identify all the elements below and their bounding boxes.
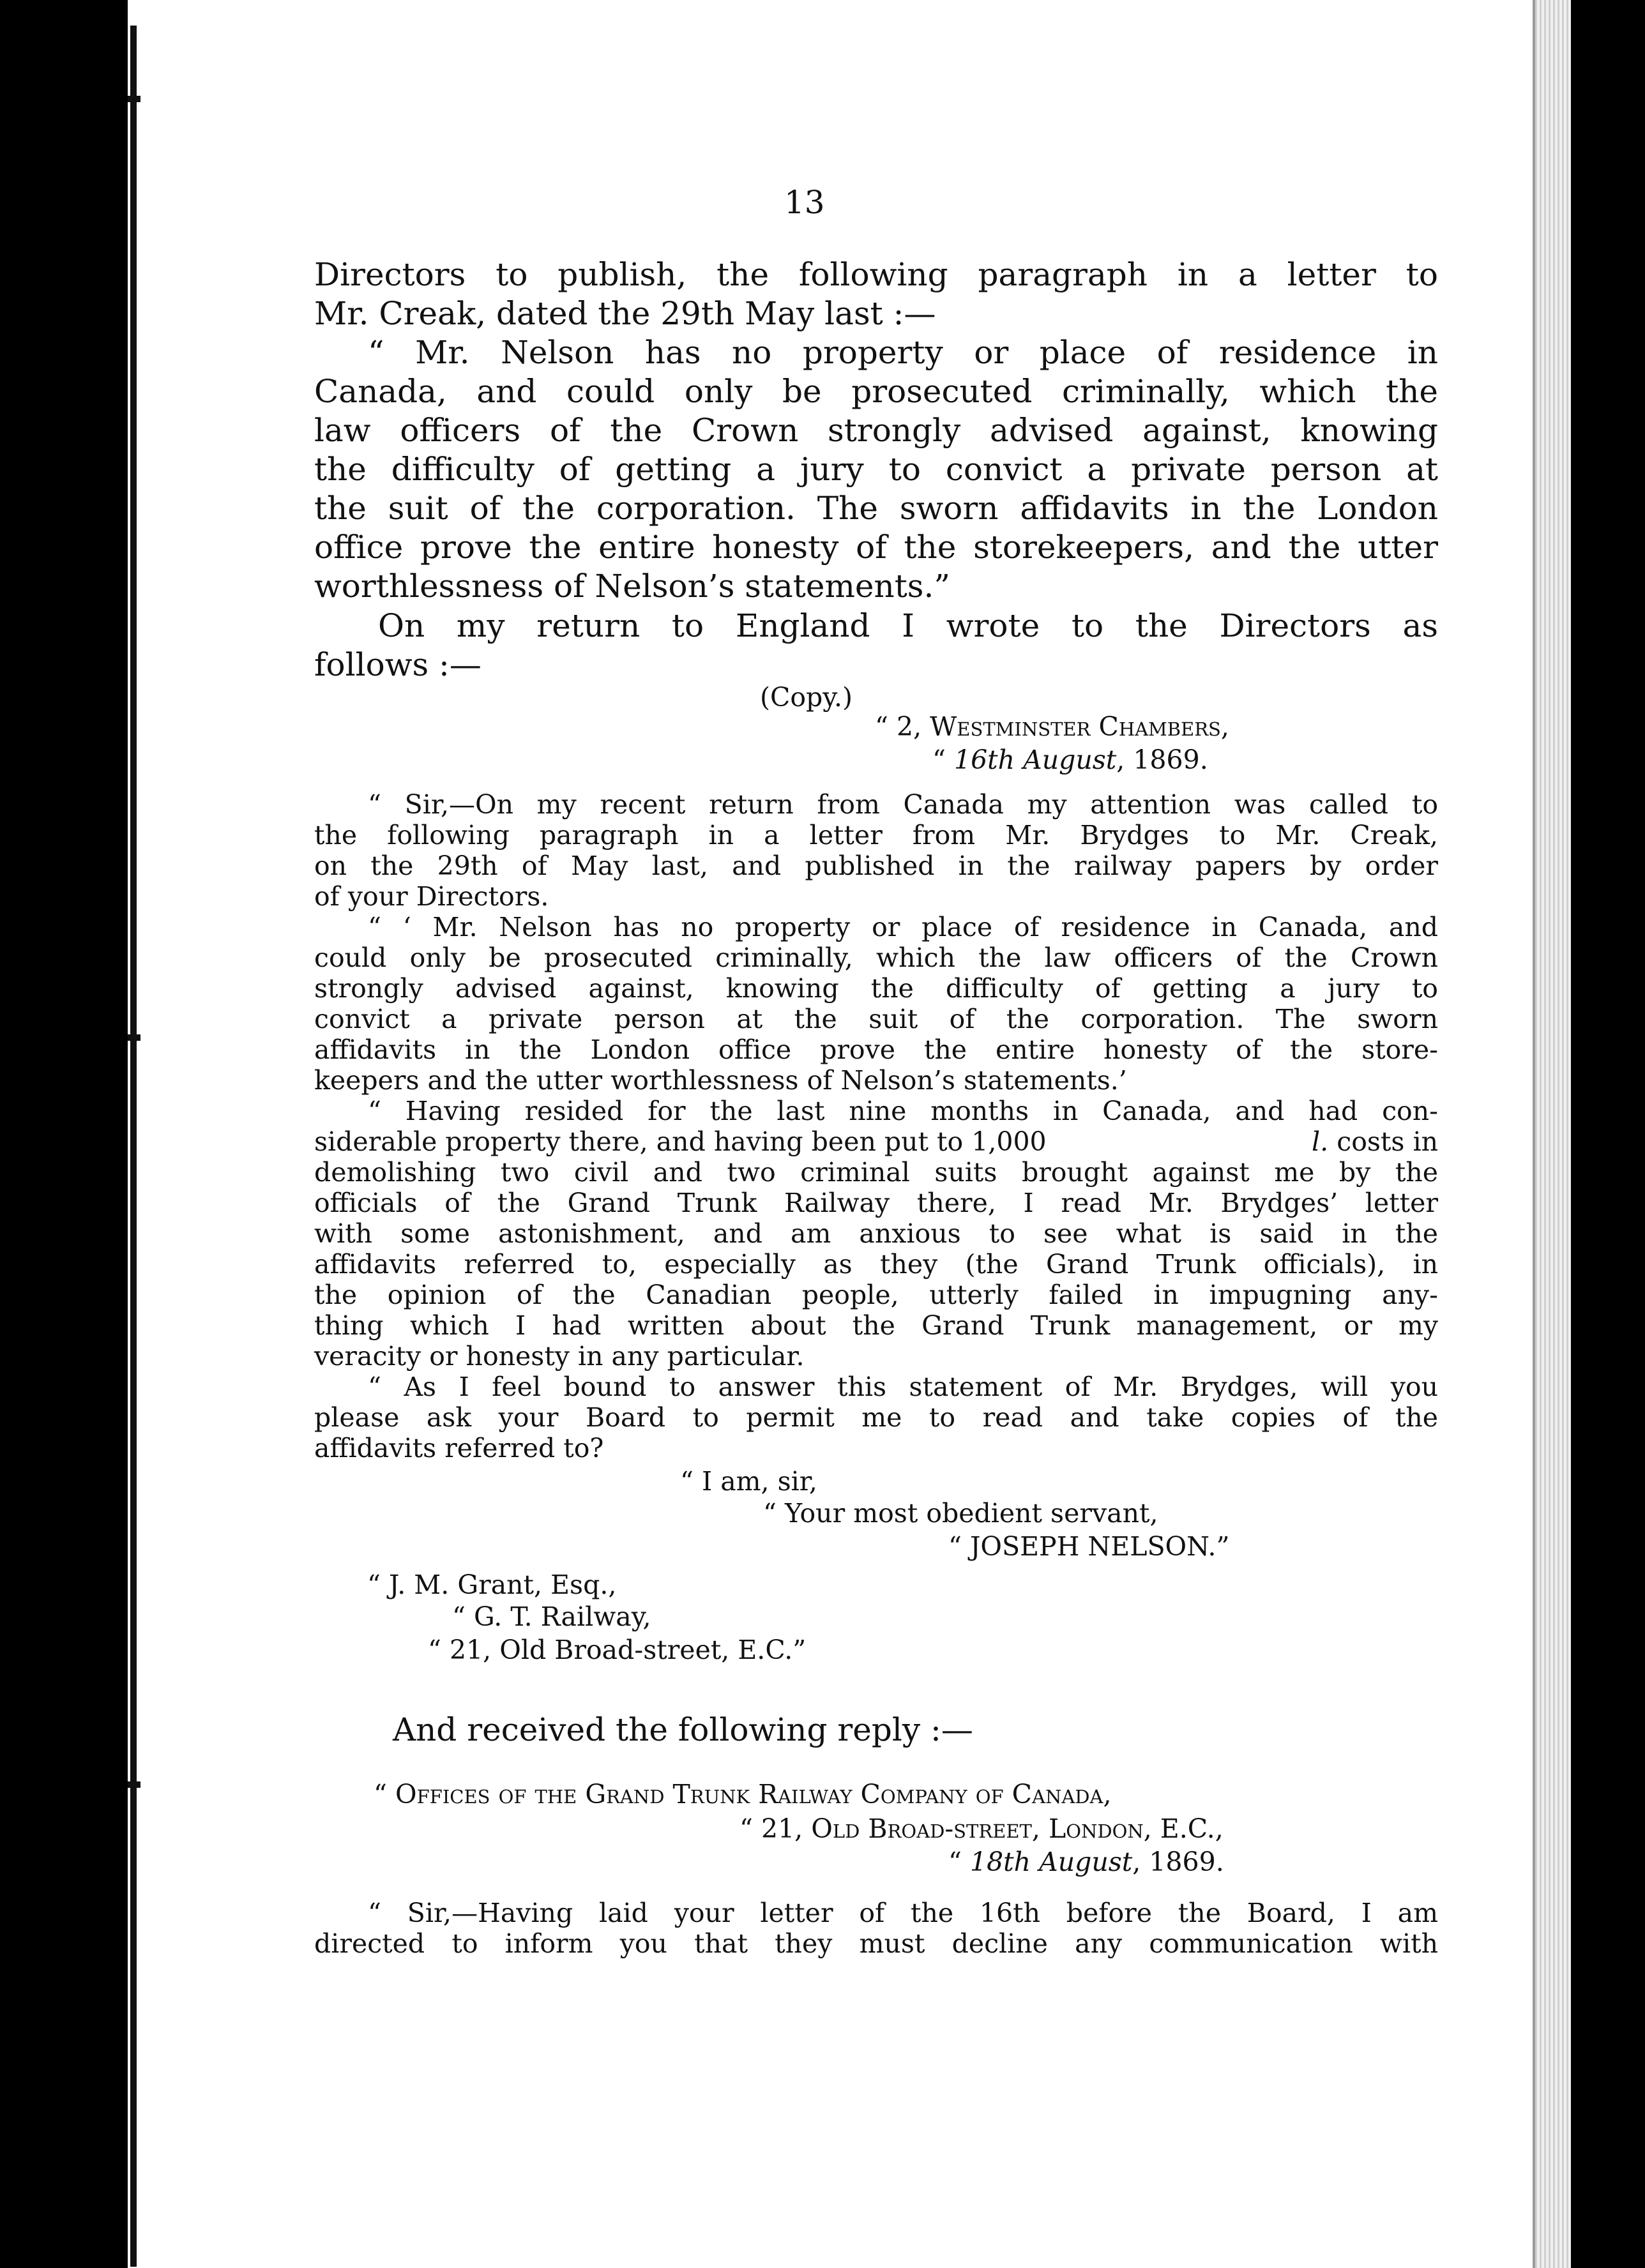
text-line: On my return to England I wrote to the Directors as: [378, 607, 1438, 644]
text-line: office prove the entire honesty of the storekeepers, and the utter: [314, 529, 1438, 566]
text-line: officials of the Grand Trunk Railway there, I read Mr. Brydges’ letter: [314, 1188, 1438, 1218]
addressee-line: “ J. M. Grant, Esq.,: [367, 1569, 617, 1600]
text-line: on the 29th of May last, and published in the railway papers by order: [314, 850, 1438, 881]
text-line: with some astonishment, and am anxious to see what is said in the: [314, 1218, 1438, 1249]
letter-closing: “ I am, sir,: [680, 1466, 817, 1497]
gutter-rule: [130, 26, 137, 2267]
text-line: the difficulty of getting a jury to convict a private person at: [314, 451, 1438, 488]
text-line: the following paragraph in a letter from Mr. Brydges to Mr. Creak,: [314, 820, 1438, 850]
text-line: “ Mr. Nelson has no property or place of residence in: [368, 334, 1438, 371]
gutter-tick: [128, 1034, 140, 1041]
text-line: directed to inform you that they must decline any communication with: [314, 1928, 1438, 1959]
text-line: Directors to publish, the following paragraph in a letter to: [314, 256, 1438, 293]
gutter-tick: [128, 1781, 140, 1788]
scanned-page: [128, 0, 1571, 2268]
reply-header: “ Offices of the Grand Trunk Railway Company of Canada,: [374, 1779, 1112, 1810]
text-line: affidavits referred to?: [314, 1433, 604, 1463]
text-line: could only be prosecuted criminally, which the law officers of the Crown: [314, 942, 1438, 973]
reply-intro: And received the following reply :—: [393, 1711, 973, 1748]
text-line: Mr. Creak, dated the 29th May last :—: [314, 295, 936, 332]
text-line: thing which I had written about the Grand Trunk management, or my: [314, 1310, 1438, 1341]
page-edge-shadow: [1535, 0, 1571, 2268]
text-line: “ Sir,—On my recent return from Canada my attention was called to: [368, 789, 1438, 820]
reply-header: “ 21, Old Broad-street, London, E.C.,: [739, 1813, 1224, 1844]
text-line: worthlessness of Nelson’s statements.”: [314, 568, 950, 605]
text-line: the suit of the corporation. The sworn affidavits in the London: [314, 490, 1438, 527]
letter-date: “ 18th August, 1869.: [948, 1847, 1224, 1877]
text-line: the opinion of the Canadian people, utterly failed in impugning any-: [314, 1280, 1438, 1310]
signature: “ JOSEPH NELSON.”: [948, 1531, 1230, 1562]
text-line: affidavits referred to, especially as they (the Grand Trunk officials), in: [314, 1249, 1438, 1280]
text-line: keepers and the utter worthlessness of Nelson’s statements.’: [314, 1065, 1127, 1096]
text-line: law officers of the Crown strongly advised against, knowing: [314, 412, 1438, 449]
text-line: “ Sir,—Having laid your letter of the 16th before the Board, I am: [368, 1898, 1438, 1928]
addressee-line: “ G. T. Railway,: [452, 1601, 651, 1632]
text-line: veracity or honesty in any particular.: [314, 1341, 805, 1372]
page-number: 13: [784, 184, 825, 221]
text-line: strongly advised against, knowing the difficulty of getting a jury to: [314, 973, 1438, 1004]
letter-closing: “ Your most obedient servant,: [763, 1498, 1158, 1529]
text-line: Canada, and could only be prosecuted criminally, which the: [314, 373, 1438, 410]
addressee-line: “ 21, Old Broad-street, E.C.”: [428, 1635, 807, 1665]
text-line: “ Having resided for the last nine months in Canada, and had con-: [368, 1096, 1438, 1126]
text-line: convict a private person at the suit of the corporation. The sworn: [314, 1004, 1438, 1034]
text-line: siderable property there, and having been put to 1,000 l. costs in: [314, 1126, 1438, 1157]
text-line: “ As I feel bound to answer this statement of Mr. Brydges, will you: [368, 1372, 1438, 1402]
text-line: affidavits in the London office prove the entire honesty of the store-: [314, 1034, 1438, 1065]
gutter-tick: [128, 96, 140, 102]
text-line: demolishing two civil and two criminal suits brought against me by the: [314, 1157, 1438, 1188]
text-line: please ask your Board to permit me to read and take copies of the: [314, 1402, 1438, 1433]
sender-address: “ 2, Westminster Chambers,: [875, 711, 1229, 742]
text-line: of your Directors.: [314, 881, 549, 912]
copy-label: (Copy.): [760, 682, 853, 713]
text-line: “ ‘ Mr. Nelson has no property or place of residence in Canada, and: [368, 912, 1438, 942]
text-line: follows :—: [314, 646, 481, 683]
letter-date: “ 16th August, 1869.: [932, 745, 1208, 775]
